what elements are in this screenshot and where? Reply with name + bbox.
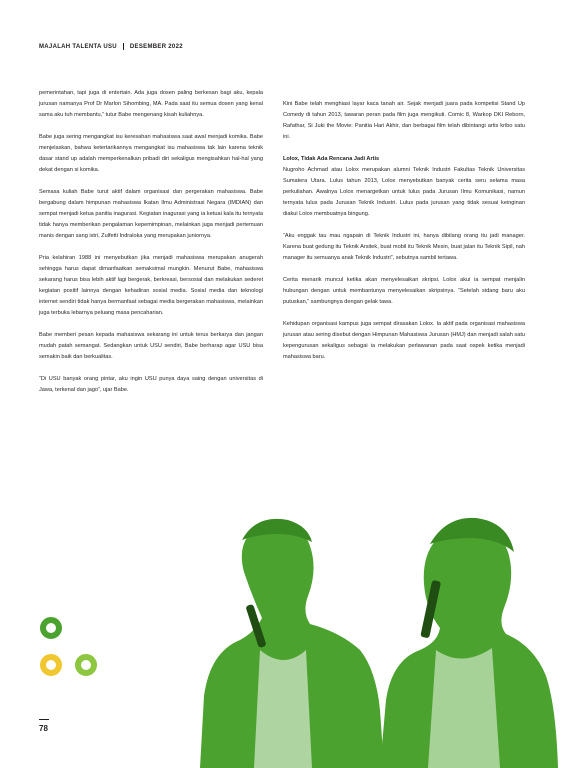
paragraph: pemerintahan, tapi juga di entertain. Ada juga dosen paling berkesan bagi aku, kepala jurusan namanya Prof Dr Marlon Sihombing, MA. Pada saat itu semua dosen yang kenal sama aku tuh membantu,” tutur Babe mengenang kisah kuliahnya. [39,90,263,118]
green-ring [43,620,59,636]
paragraph: Semasa kuliah Babe turut aktif dalam organisasi dan pergerakan mahasiswa. Babe bergabung dalam himpunan mahasiswa Ikatan Ilmu Administrasi Negara (IMDIAN) dan sempat menjadi ketua panitia inagurasi. Kegiatan inagurasi yang ia ketuai kala itu ternyata tidak hanya memberikan pengalaman kepemimpinan, melainkan juga menjadi pertemuan manis dengan sang istri, Zulfetti Indraloka yang merupakan juniornya. [39,189,263,239]
decorative-circles [40,617,106,679]
paragraph: Pria kelahiran 1988 ini menyebutkan jika menjadi mahasiswa merupakan anugerah sehingga harus dapat dimanfaatkan semaksimal mungkin. Menurut Babe, mahasiswa sekarang harus bisa lebih aktif lagi bergerak, berkreasi, bersosial dan melakukan sederet kegiatan positif lainnya dengan kehadiran sosial media. Sosial media dan teknologi internet sendiri tidak hanya bermanfaat sebagai media bergerakan mahasiswa, melainkan juga terbuka lebarnya peluang masa pencaharian. [39,255,263,316]
paragraph: Babe memberi pesan kepada mahasiswa sekarang ini untuk terus berkarya dan jangan mudah patah semangat. Sedangkan untuk USU sendiri, Babe berharap agar USU bisa semakin baik dan berkualitas. [39,332,263,360]
magazine-name: MAJALAH TALENTA USU [39,44,117,51]
paragraph: “Di USU banyak orang pintar, aku ingin USU punya daya saing dengan universitas di Jawa, terkenal dan jago”, ujar Babe. [39,376,263,393]
page-number: 78 [39,724,48,733]
page-header [39,43,183,50]
comedians-duotone-photo [200,500,569,768]
left-figure-shirt [254,650,312,768]
paragraph: Babe juga sering mengangkat isu keresahan mahasiswa saat awal menjadi komika. Babe menjelaskan, bahwa ketertarikannya mengangkat isu mahasiswa tak lain karena teknik dasar stand up adalah memperkenalkan pribadi diri sekaligus mengisahkan hal-hal yang dekat dengan si komika. [39,134,263,173]
right-figure-shirt [428,648,500,768]
section-subheading: Lolox, Tidak Ada Rencana Jadi Artis [283,156,380,162]
folio-rule [39,719,49,720]
paragraph: “Aku enggak tau mau ngapain di Teknik Industri ini, hanya dibilang orang itu jadi manager. Karena buat gedung itu Teknik Arsitek, buat mobil itu Teknik Mesin, buat jalan itu Teknik Sipil, nah manager itu semuanya anak Teknik Industri”, sebutnya sambil tertawa. [283,233,525,261]
lime-ring [78,657,94,673]
yellow-ring [43,657,59,673]
paragraph: Kehidupan organisasi kampus juga sempat dirasakan Lolox. Ia aktif pada organisasi mahasiswa jurusan atau sering disebut dengan Himpunan Mahasiswa Jurusan (HMJ) dan menjadi salah satu kepengurusan sekaligus sebagai ia melakukan perlawanan pada saat ospek ketika menjadi mahasiswa baru. [283,321,525,360]
issue-date: DESEMBER 2022 [129,44,183,51]
left-column [39,88,263,407]
header-divider [123,43,124,50]
paragraph: Kini Babe telah menghiasi layar kaca tanah air. Sejak menjadi juara pada kompetisi Stand Up Comedy di tahun 2013, tawaran peran pada film juga mengikuti. Comic 8, Warkop DKI Reborn, Rafathar, Si Juki the Movie: Panitia Hari Akhir, dan berbagai film telah dibintangi artis kribo satu ini. [283,101,525,140]
paragraph: Cerita menarik muncul ketika akan menyelesaikan skripsi. Lolox akui ia sempat menjalin hubungan dengan untuk membantunya menyelesaikan skripsinya. “Setelah sidang baru aku putuskan,” sambungnya dengan gelak tawa. [283,277,525,305]
paragraph: Nugroho Achmad atau Lolox merupakan alumni Teknik Industri Fakultas Teknik Universitas Sumatera Utara. Lulus tahun 2013, Lolox menyebutkan banyak cerita seru selama masa perkuliahan. Awalnya Lolox menargetkan untuk lulus pada Jurusan Ilmu Komunikasi, namun ternyata lulus pada Jurusan Teknik Industri. Lulus pada jurusan yang tidak sesuai keinginan diakui Lolox membuatnya bingung. [283,167,525,217]
right-column [283,99,525,374]
